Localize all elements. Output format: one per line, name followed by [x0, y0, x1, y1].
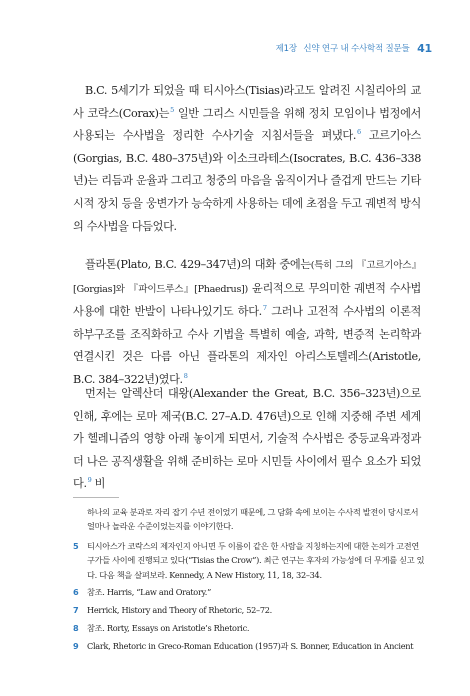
footnote-ref[interactable]: 5 — [170, 105, 174, 114]
paragraph-1 — [73, 80, 421, 238]
page-number: 41 — [417, 42, 432, 55]
footnote-ref[interactable]: 9 — [87, 476, 92, 485]
footnote-9 — [73, 639, 425, 653]
paragraph-text: B.C. 5세기가 되었을 때 티시아스(Tisias)라고도 알려진 시칠리아의 교사 코락스(Corax)는 — [73, 84, 421, 120]
chapter-title: 신약 연구 내 수사학적 질문들 — [303, 44, 410, 54]
paragraph-text: 일반 그리스 시민들을 위해 정치 모임이나 법정에서 사용되는 수사법을 정리한 수사기술 지침서들을 펴냈다. — [73, 106, 421, 143]
paragraph-2 — [73, 254, 421, 392]
footnote-continued — [73, 505, 425, 534]
running-header — [276, 42, 432, 55]
paragraph-3 — [73, 383, 421, 496]
footnote-text: 하나의 교육 분과로 자리 잡기 수년 전이었기 때문에, 그 담화 속에 보이는 수사적 발전이 당시로서 얼마나 놀라운 수준이었는지를 이야기한다. — [87, 507, 419, 532]
footnote-number: 8 — [73, 623, 79, 633]
footnote-number: 5 — [73, 541, 79, 551]
paragraph-text: 먼저는 알렉산더 대왕(Alexander the Great, B.C. 356–323년)으로 인해, 후에는 로마 제국(B.C. 27–A.D. 476년)으로 인해 지중해 주변 세계가 헬레니즘의 영향 아래 놓이게 되면서, 기술적 수사법은 중등교육과정과 더 나은 공직생활을 위해 준비하는 로마 시민들 사이에서 필수 요소가 되었다. — [73, 387, 421, 491]
paragraph-text: 윤리적으로 무의미한 궤변적 수사법 사용에 대한 반발이 나타나있기도 하다. — [73, 281, 421, 319]
paragraph-text: 비 — [91, 477, 106, 491]
footnote-text: Herrick, History and Theory of Rhetoric, 52–72. — [87, 605, 272, 615]
footnote-divider — [73, 497, 119, 498]
footnote-number: 7 — [73, 605, 79, 615]
footnote-text: Clark, Rhetoric in Greco-Roman Education (1957)과 S. Bonner, Education in Ancient — [87, 641, 414, 651]
paragraph-text: 고르기아스(Gorgias, B.C. 480–375년)와 이소크라테스(Isocrates, B.C. 436–338년)는 리듬과 운율과 그리고 청중의 마음을 움직이거나 즐겁게 만드는 기타 시적 장치 등을 웅변가가 능숙하게 사용하는 데에 초점을 두고 궤변적 방식의 수사법을 다듬었다. — [73, 129, 421, 233]
paragraph-text: 그러나 고전적 수사법의 이론적 하부구조를 조직화하고 수사 기법을 특별히 예술, 과학, 변증적 논리학과 연결시킨 것은 다름 아닌 플라톤의 제자인 아리스토텔레스(Aristotle, B.C. 384–322년)였다. — [73, 305, 421, 386]
footnote-6 — [73, 585, 425, 599]
footnote-7 — [73, 603, 425, 617]
footnote-ref[interactable]: 7 — [262, 304, 267, 313]
footnote-ref[interactable]: 6 — [357, 128, 361, 137]
paragraph-text: 플라톤(Plato, B.C. 429–347년)의 대화 중에는 — [85, 258, 311, 271]
footnote-number: 6 — [73, 587, 79, 597]
footnote-ref[interactable]: 8 — [183, 371, 188, 380]
footnote-number: 9 — [73, 641, 79, 651]
footnote-8 — [73, 621, 425, 635]
footnote-text: 티시아스가 코락스의 제자인지 아니면 두 이름이 같은 한 사람을 지칭하는지에 대한 논의가 고전연구가들 사이에 진행되고 있다(“Tisias the Crow”). 최근 연구는 후자의 가능성에 더 무게를 싣고 있다. 다음 책을 살펴보라. Kennedy, A New History, 11, 18, 32–34. — [87, 541, 425, 580]
paragraph-aside: (특히 그의 『고르기아스』[Gorgias]와 『파이드루스』[Phaedrus]) — [73, 260, 421, 295]
footnote-text: 참조. Rorty, Essays on Aristotle’s Rhetoric. — [87, 623, 250, 633]
footnote-5 — [73, 539, 425, 582]
chapter-label: 제1장 — [275, 44, 297, 54]
footnote-text: 참조. Harris, “Law and Oratory.” — [87, 587, 211, 597]
